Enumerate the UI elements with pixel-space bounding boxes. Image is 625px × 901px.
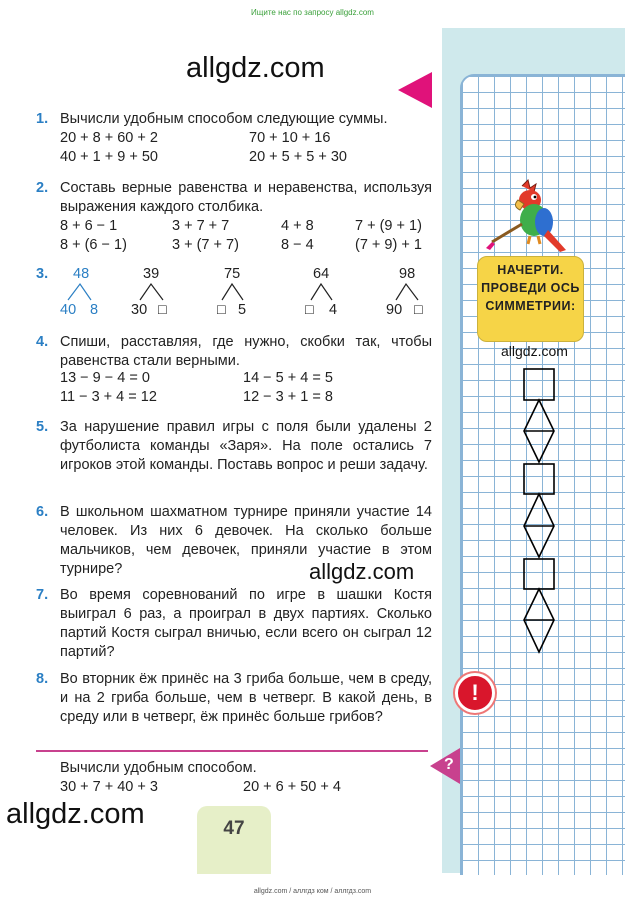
symmetry-figure [520,367,560,657]
part-number: 90 [386,302,403,318]
task-text: Вычисли удобным способом следующие суммы. [60,111,388,127]
task-number: 6. [36,504,49,520]
task-5 [36,418,432,475]
expression: 8 + 6 − 1 [60,218,118,234]
task-number: 8. [36,671,49,687]
task-number: 2. [36,180,49,196]
question-icon: ? [444,756,454,773]
task-text: В школьном шахматном турнире приняли участие 14 человек. Из них 6 девочек. На сколько больше мальчиков, чем девочек, приняли участие в этом турнире? [60,504,432,577]
bonus-text: Вычисли удобным способом. [60,760,257,776]
expression: 3 + (7 + 7) [172,237,239,253]
whole-number: 98 [399,266,416,282]
equation: 13 − 9 − 4 = 0 [60,370,150,386]
expression: 20 + 5 + 5 + 30 [249,149,347,165]
task-7 [36,586,432,662]
expression: 4 + 8 [281,218,314,234]
task-text: Составь верные равенства и неравенства, используя выражения каждого столбика. [60,180,432,215]
watermark-sidebar: allgdz.com [501,343,568,359]
task-number: 4. [36,334,49,350]
empty-box: □ [305,302,314,318]
expression: 3 + 7 + 7 [172,218,230,234]
expression: 7 + (9 + 1) [355,218,422,234]
expression: 20 + 8 + 60 + 2 [60,130,158,146]
task-number: 3. [36,266,49,282]
part-number: 8 [90,302,99,318]
expression: 8 + (6 − 1) [60,237,127,253]
part-number: 5 [238,302,247,318]
task-number: 5. [36,419,49,435]
part-number: 40 [60,302,77,318]
empty-box: □ [414,302,423,318]
whole-number: 39 [143,266,160,282]
whole-number: 48 [73,266,90,282]
exclamation-icon: ! [455,673,495,713]
expression: (7 + 9) + 1 [355,237,422,253]
equation: 12 − 3 + 1 = 8 [243,389,333,405]
empty-box: □ [217,302,226,318]
equation: 14 − 5 + 4 = 5 [243,370,333,386]
expression: 30 + 7 + 40 + 3 [60,779,158,795]
whole-number: 64 [313,266,330,282]
task-text: Во время соревнований по игре в шашки Костя выиграл 6 раз, а проиграл в двух партиях. Сколько партий Костя сыграл вничью, если всего он сыграл 12 партий? [60,587,432,660]
empty-box: □ [158,302,167,318]
task-text: За нарушение правил игры с поля были удалены 2 футболиста команды «Заря». На поле остались 7 игроков этой команды. Поставь вопрос и реши задачу. [60,419,432,473]
watermark-middle: allgdz.com [309,559,415,584]
part-number: 4 [329,302,338,318]
whole-number: 75 [224,266,241,282]
equation: 11 − 3 + 4 = 12 [60,389,157,405]
bottom-ad-banner[interactable]: allgdz.com / аллгдз ком / аллгдз.com [253,888,372,895]
task-number: 7. [36,587,49,603]
top-ad-banner[interactable]: Ищите нас по запросу allgdz.com [251,8,374,17]
task-number: 1. [36,111,49,127]
task-4 [36,333,432,371]
watermark-bottom: allgdz.com [6,798,145,830]
task-8 [36,670,432,727]
watermark-top: allgdz.com [186,52,325,84]
expression: 20 + 6 + 50 + 4 [243,779,341,795]
parrot-illustration [482,178,572,258]
part-number: 30 [131,302,148,318]
task-text: Во вторник ёж принёс на 3 гриба больше, чем в среду, и на 2 гриба больше, чем в четверг. В какой день, в среду или в четверг, ёж принёс больше грибов? [60,671,432,725]
instruction-note: НАЧЕРТИ. ПРОВЕДИ ОСЬ СИММЕТРИИ: [477,256,584,342]
section-divider [36,750,428,752]
decomposition-lines [0,0,442,320]
task-text: Спиши, расставляя, где нужно, скобки так, чтобы равенства стали верными. [60,334,432,369]
expression: 40 + 1 + 9 + 50 [60,149,158,165]
expression: 70 + 10 + 16 [249,130,331,146]
expression: 8 − 4 [281,237,314,253]
page-number: 47 [197,806,271,874]
